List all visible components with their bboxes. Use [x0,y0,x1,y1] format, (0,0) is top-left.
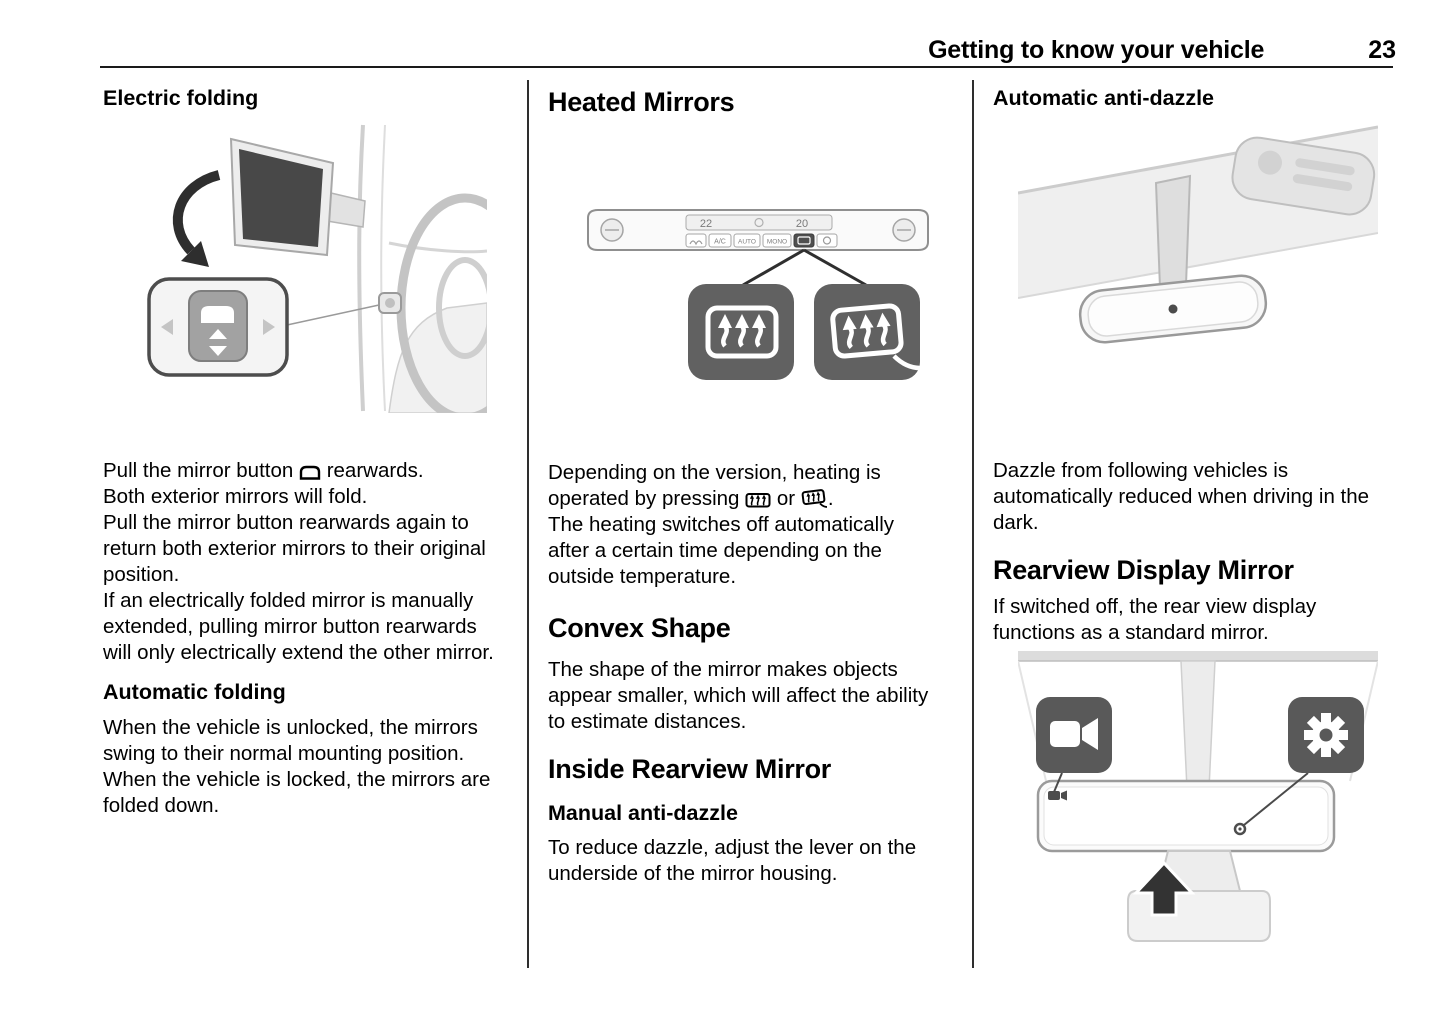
column-heated-mirrors [548,86,936,887]
rearview-display-mirror-para: If switched off, the rear view display functions as a standard mirror. [993,595,1317,644]
mirror-button-icon [299,465,321,480]
auto-button-label: AUTO [738,238,756,246]
text-segment: or [776,487,796,510]
interior-rearview-mirror [1078,273,1268,344]
gear-icon [1304,713,1348,757]
heading-manual-anti-dazzle: Manual anti-dazzle [548,801,738,825]
automatic-folding-para: When the vehicle is unlocked, the mirrors swing to their normal mounting position. When the vehicle is locked, the mirrors are folded down. [103,716,491,817]
text-segment: rearwards. [326,459,424,482]
fold-arrow-icon [178,175,219,267]
heated-rear-window-button [794,234,814,247]
electric-folding-para-1 [103,458,499,484]
column-electric-folding [103,86,499,819]
column-divider-left [527,80,529,968]
heading-rearview-display-mirror: Rearview Display Mirror [993,555,1294,585]
heated-exterior-mirror-icon [801,488,828,508]
mirror-adjust-button [189,291,247,361]
heated-mirrors-para-2: The heating switches off automatically after a certain time depending on the outside temperature. [548,513,895,588]
figure-automatic-anti-dazzle [1018,123,1393,413]
door-mirror-switch [379,293,401,313]
ac-button-label: A/C [714,238,726,246]
climate-display [686,215,832,230]
heading-inside-rearview-mirror: Inside Rearview Mirror [548,754,832,784]
header-rule [100,66,1393,68]
text-segment: Depending on the version, heating is operated by pressing [548,461,881,510]
text-segment: . [827,487,834,510]
callout-leader-line [287,305,379,325]
camera-marker-icon [1048,791,1067,801]
display-mirror [1038,781,1334,851]
callout-camera [1036,697,1112,773]
temp-right-value: 20 [795,218,809,230]
heading-automatic-folding: Automatic folding [103,680,286,704]
callout-heated-rear-window [688,284,794,380]
pointer-line-left [743,250,804,285]
heading-convex-shape: Convex Shape [548,613,731,643]
mirror-glyph-icon [201,306,234,323]
pointer-line-right [804,250,866,285]
callout-heated-mirror [814,284,920,380]
climate-control-panel [588,210,928,250]
figure-rearview-display-mirror [1018,651,1393,943]
figure-heated-mirrors [578,198,936,384]
temp-left-value: 22 [699,218,713,230]
mirror-stalk [1156,176,1190,288]
video-camera-icon [1050,718,1098,750]
fan-button [817,234,837,247]
text-segment: Pull the mirror button [103,459,294,482]
heading-heated-mirrors: Heated Mirrors [548,87,735,117]
automatic-anti-dazzle-para: Dazzle from following vehicles is automatically reduced when driving in the dark. [993,459,1370,534]
page-header [100,36,1396,65]
column-anti-dazzle [993,86,1393,943]
figure-electric-folding [127,123,499,413]
page-number: 23 [1368,36,1396,64]
mono-button-label: MONO [766,238,788,246]
mirror-switch-callout [149,279,287,375]
mirror-stalk [1181,661,1215,789]
heading-electric-folding: Electric folding [103,86,259,110]
page-title: Getting to know your vehicle [928,36,1265,64]
electric-folding-para-4: If an electrically folded mirror is manually extended, pulling mirror button rearwards will only electrically extend the other mirror. [103,589,494,664]
electric-folding-para-3: Pull the mirror button rearwards again to return both exterior mirrors to their original position. [103,511,486,586]
mirror-mount [1128,851,1270,941]
heading-automatic-anti-dazzle: Automatic anti-dazzle [993,86,1214,110]
door-window-frame [359,125,487,413]
convex-shape-para: The shape of the mirror makes objects appear smaller, which will affect the ability to estimate distances. [548,658,929,733]
electric-folding-para-2: Both exterior mirrors will fold. [103,485,368,508]
column-divider-right [972,80,974,968]
heated-mirrors-para-1 [548,460,936,512]
callout-settings [1288,697,1364,773]
exterior-mirror [231,139,365,255]
manual-anti-dazzle-para: To reduce dazzle, adjust the lever on the underside of the mirror housing. [548,836,917,885]
heated-rear-window-icon [745,490,771,508]
